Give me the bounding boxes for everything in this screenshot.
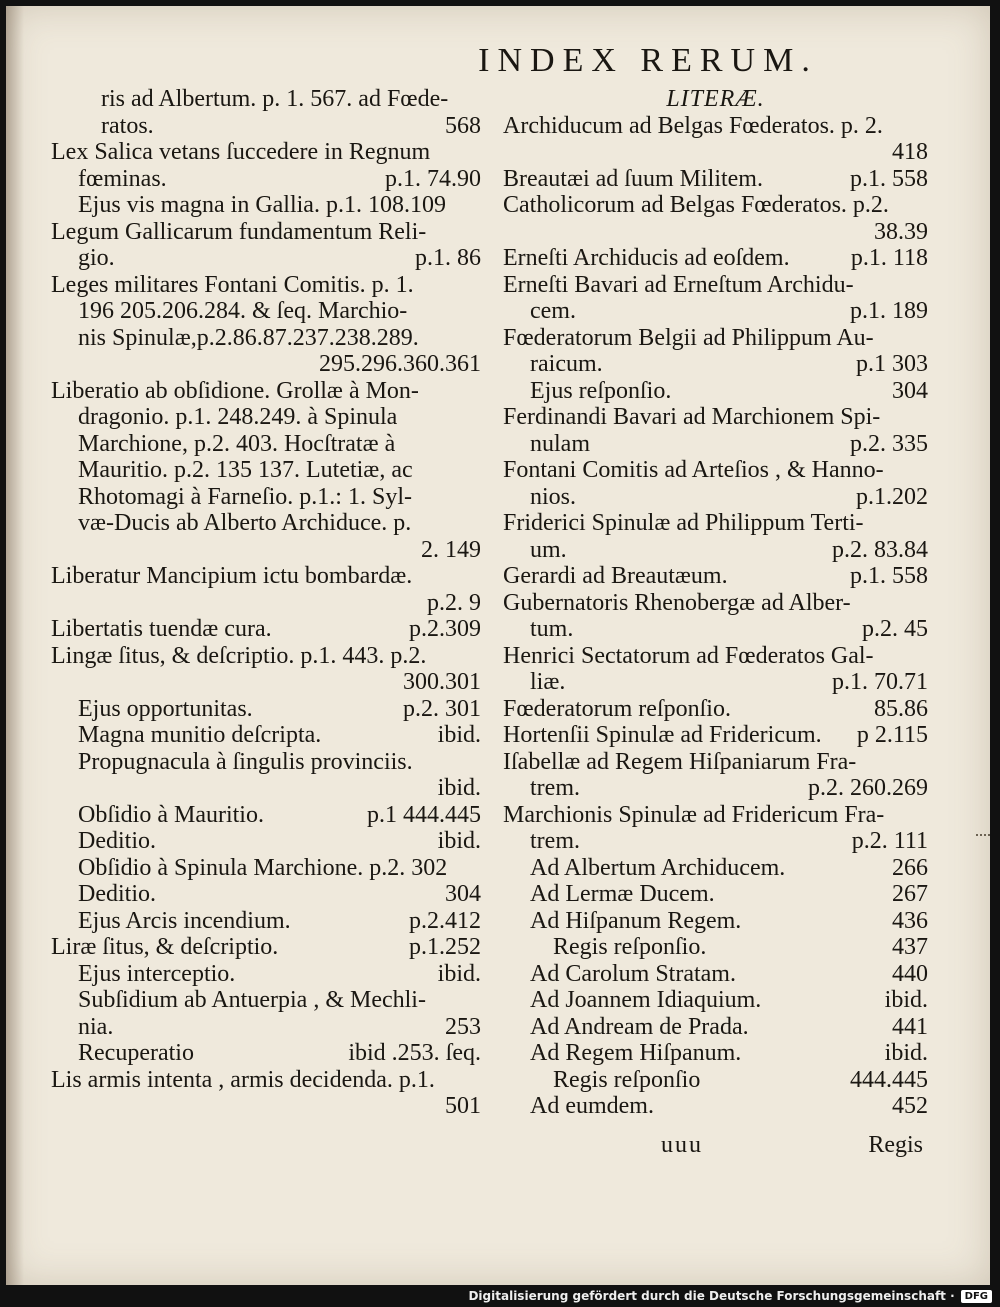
left-index-line [51,696,481,723]
index-page-ref: p.2. 45 [862,616,928,642]
index-entry-text: nios. [530,483,577,510]
right-index-line [503,908,928,935]
index-entry-text: nulam [530,430,590,457]
page-gutter-shadow [6,6,24,1285]
index-entry-text: um. [530,536,567,563]
index-entry-text: Magna munitio deſcripta. [78,722,322,748]
index-entry-text: Ad eumdem. [530,1093,654,1119]
right-index-line [503,722,928,749]
index-page-ref: p.1. 558 [850,563,928,589]
index-page-ref: 304 [892,377,928,404]
left-index-line [51,722,481,749]
index-entry-text: Subſidium ab Antuerpia , & Mechli- [78,987,426,1013]
left-index-line [51,908,481,935]
index-page-ref: ibid. [884,1040,928,1066]
credit-text: Digitalisierung gefördert durch die Deutsche Forschungsgemeinschaft · [468,1289,955,1303]
index-page-ref: ibid. [437,722,481,748]
left-index-line [51,404,481,431]
right-index-line [503,510,928,537]
index-entry-text: Ad Regem Hiſpanum. [530,1040,742,1066]
left-index-line [51,828,481,855]
right-index-line [503,272,928,299]
index-entry-text: Leges militares Fontani Comitis. p. 1. [51,271,414,298]
left-index-line [51,934,481,961]
index-entry-text: Regis reſponſio. [553,934,707,960]
index-entry-text: Archiducum ad Belgas Fœderatos. p. 2. [503,112,883,139]
left-index-line [51,166,481,193]
index-entry-text: Obſidio à Spinula Marchione. p.2. 302 [78,854,448,881]
left-index-line [51,616,481,643]
right-index-line [503,828,928,855]
left-index-line [51,1040,481,1067]
right-index-line [503,378,928,405]
index-entry-text: Mauritio. p.2. 135 137. Lutetiæ, ac [78,457,413,483]
right-index-line [503,881,928,908]
index-page-ref: 437 [892,934,928,960]
right-index-line [503,696,928,723]
right-index-line [503,563,928,590]
index-page-ref: 501 [445,1093,481,1119]
book-page [6,6,990,1285]
index-entry-text: nis Spinulæ,p.2.86.87.237.238.289. [78,324,419,351]
index-entry-text: tum. [530,616,574,642]
index-entry-text: Liberatio ab obſidione. Grollæ à Mon- [51,377,419,404]
index-page-ref: 266 [892,854,928,881]
index-page-ref: p.2. 111 [851,828,928,854]
index-entry-text: ratos. [101,112,154,139]
index-entry-text: Propugnacula à ſingulis provinciis. [78,748,413,775]
index-entry-text: cem. [530,298,576,324]
index-entry-text: Breautæi ad ſuum Militem. [503,165,763,192]
left-index-line [51,272,481,299]
right-index-line [503,86,928,113]
index-entry-text: Ejus Arcis incendium. [78,907,291,934]
left-index-line [51,351,481,378]
left-index-line [51,590,481,617]
index-entry-text: gio. [78,245,115,271]
index-entry-text: Ad Albertum Archiducem. [530,854,786,881]
right-index-line [503,1067,928,1094]
index-entry-text: Regis reſponſio [553,1066,701,1093]
left-index-line [51,86,481,113]
dfg-logo: DFG [961,1290,992,1303]
right-index-line [503,404,928,431]
right-index-line [503,245,928,272]
left-index-line [51,510,481,537]
index-page-ref: 38.39 [874,218,928,245]
index-page-ref: 440 [892,960,928,987]
index-page-ref: p.2. 83.84 [832,536,928,563]
left-index-line [51,139,481,166]
index-entry-text: dragonio. p.1. 248.249. à Spinula [78,404,398,430]
index-page-ref: 304 [445,881,481,907]
margin-mark [976,834,990,838]
index-entry-text: Marchionis Spinulæ ad Fridericum Fra- [503,801,885,828]
index-page-ref: 418 [892,139,928,165]
index-entry-text: Legum Gallicarum fundamentum Reli- [51,218,427,245]
right-index-line [503,192,928,219]
index-page-ref: ibid. [437,775,481,801]
index-column-right [503,86,928,1120]
index-entry-text: liæ. [530,669,566,695]
index-page-ref: 568 [445,112,481,139]
left-index-line [51,192,481,219]
index-entry-text: Ad Lermæ Ducem. [530,881,715,907]
right-index-line [503,934,928,961]
index-entry-text: Lex Salica vetans ſuccedere in Regnum [51,139,431,165]
index-page-ref: p.1 444.445 [367,801,481,828]
left-index-line [51,1067,481,1094]
index-entry-text: Obſidio à Mauritio. [78,801,264,828]
right-index-line [503,775,928,802]
index-page-ref: p.2. 335 [850,430,928,457]
right-index-line [503,616,928,643]
left-index-line [51,298,481,325]
right-index-line [503,298,928,325]
left-index-line [51,987,481,1014]
index-page-ref: p.1.202 [856,483,928,510]
index-page-ref: 267 [892,881,928,907]
right-index-line [503,113,928,140]
index-entry-text: Ejus opportunitas. [78,695,253,722]
index-page-ref: ibid. [437,960,481,987]
right-index-line [503,457,928,484]
right-index-line [503,166,928,193]
index-page-ref: p.1. 558 [850,165,928,192]
index-entry-text: Ad Carolum Stratam. [530,960,736,987]
index-entry-text: nia. [78,1013,114,1040]
catchword: Regis [868,1132,923,1158]
index-entry-text: Fœderatorum reſponſio. [503,695,731,722]
right-index-line [503,855,928,882]
index-entry-text: Friderici Spinulæ ad Philippum Terti- [503,510,864,536]
index-page-ref: 441 [892,1013,928,1040]
right-index-line [503,139,928,166]
index-page-ref: p.2.309 [409,616,481,642]
index-entry-text: Libertatis tuendæ cura. [51,616,272,642]
index-page-ref: p 2.115 [856,722,928,748]
index-entry-text: væ-Ducis ab Alberto Archiduce. p. [78,510,412,536]
index-entry-text: fœminas. [78,165,167,192]
index-entry-text: Rhotomagi à Farneſio. p.1.: 1. Syl- [78,483,412,510]
page-header: INDEX RERUM. [478,42,818,79]
index-page-ref: 444.445 [850,1066,928,1093]
index-page-ref: p.1 303 [856,351,928,377]
right-index-line [503,643,928,670]
left-index-line [51,775,481,802]
right-index-line [503,1093,928,1120]
index-entry-text: Ad Joannem Idiaquium. [530,987,762,1013]
index-entry-text: Ad Andream de Prada. [530,1013,749,1040]
index-page-ref: 436 [892,907,928,934]
left-index-line [51,484,481,511]
index-page-ref: 295.296.360.361 [319,351,481,377]
left-index-line [51,537,481,564]
index-entry-text: Lis armis intenta , armis decidenda. p.1. [51,1066,435,1093]
index-page-ref: p.1. 86 [415,245,481,271]
index-page-ref: 300.301 [403,669,481,695]
index-page-ref: 452 [892,1093,928,1119]
right-index-line [503,219,928,246]
index-page-ref: p.2.412 [409,907,481,934]
left-index-line [51,245,481,272]
right-index-line [503,961,928,988]
index-page-ref: 253 [445,1013,481,1040]
index-entry-text: Lingæ ſitus, & deſcriptio. p.1. 443. p.2. [51,642,427,669]
index-entry-text: Iſabellæ ad Regem Hiſpaniarum Fra- [503,748,857,775]
index-entry-text: raicum. [530,351,603,377]
index-entry-text: LITERÆ. [666,86,765,112]
index-entry-text: Erneſti Archiducis ad eoſdem. [503,245,790,271]
index-entry-text: Ferdinandi Bavari ad Marchionem Spi- [503,404,881,430]
right-index-line [503,669,928,696]
index-entry-text: Ejus vis magna in Gallia. p.1. 108.109 [78,192,446,218]
digitization-credit-bar [0,1285,1000,1307]
left-index-line [51,855,481,882]
index-entry-text: Fontani Comitis ad Arteſios , & Hanno- [503,457,884,483]
left-index-line [51,431,481,458]
left-index-line [51,1093,481,1120]
right-index-line [503,590,928,617]
index-entry-text: Liræ ſitus, & deſcriptio. [51,934,279,960]
index-page-ref: p.2. 301 [403,695,481,722]
left-index-line [51,643,481,670]
index-entry-text: trem. [530,828,580,854]
index-entry-text: Ad Hiſpanum Regem. [530,907,742,934]
right-index-line [503,802,928,829]
left-index-line [51,457,481,484]
right-index-line [503,431,928,458]
page-footer-line [661,1132,923,1159]
index-entry-text: Ejus interceptio. [78,960,236,987]
left-index-line [51,749,481,776]
left-index-line [51,881,481,908]
index-page-ref: p.1. 189 [850,298,928,324]
index-entry-text: Recuperatio [78,1040,194,1066]
index-page-ref: p.1. 70.71 [832,669,928,695]
left-index-line [51,669,481,696]
signature-mark: uuu [661,1132,703,1158]
index-entry-text: Deditio. [78,881,156,907]
index-entry-text: Ejus reſponſio. [530,377,672,404]
index-entry-text: Fœderatorum Belgii ad Philippum Au- [503,324,874,351]
left-index-line [51,802,481,829]
right-index-line [503,351,928,378]
right-index-line [503,325,928,352]
index-page-ref: 85.86 [874,695,928,722]
left-index-line [51,113,481,140]
right-index-line [503,1014,928,1041]
left-index-line [51,219,481,246]
index-column-left [51,86,481,1120]
index-page-ref: 2. 149 [421,536,481,563]
index-page-ref: p.2. 260.269 [808,775,928,801]
index-page-ref: p.2. 9 [427,589,481,616]
index-entry-text: Henrici Sectatorum ad Fœderatos Gal- [503,642,874,669]
index-entry-text: Deditio. [78,828,156,854]
index-page-ref: p.1.252 [409,934,481,960]
right-index-line [503,749,928,776]
index-entry-text: ris ad Albertum. p. 1. 567. ad Fœde- [101,86,449,112]
left-index-line [51,1014,481,1041]
index-entry-text: Catholicorum ad Belgas Fœderatos. p.2. [503,192,889,218]
index-entry-text: Liberatur Mancipium ictu bombardæ. [51,563,413,589]
index-page-ref: p.1. 118 [850,245,928,271]
left-index-line [51,325,481,352]
index-page-ref: ibid .253. ſeq. [348,1040,481,1066]
left-index-line [51,961,481,988]
index-entry-text: Erneſti Bavari ad Erneſtum Archidu- [503,271,854,298]
index-entry-text: 196 205.206.284. & ſeq. Marchio- [78,298,408,324]
right-index-line [503,1040,928,1067]
right-index-line [503,987,928,1014]
index-entry-text: Marchione, p.2. 403. Hocſtratæ à [78,430,396,457]
index-page-ref: ibid. [884,987,928,1013]
index-page-ref: ibid. [437,828,481,854]
index-page-ref: p.1. 74.90 [385,165,481,192]
left-index-line [51,563,481,590]
left-index-line [51,378,481,405]
index-entry-text: Gubernatoris Rhenobergæ ad Alber- [503,589,851,616]
index-entry-text: Gerardi ad Breautæum. [503,563,728,589]
index-entry-text: trem. [530,775,580,801]
index-entry-text: Hortenſii Spinulæ ad Fridericum. [503,722,822,748]
right-index-line [503,484,928,511]
right-index-line [503,537,928,564]
